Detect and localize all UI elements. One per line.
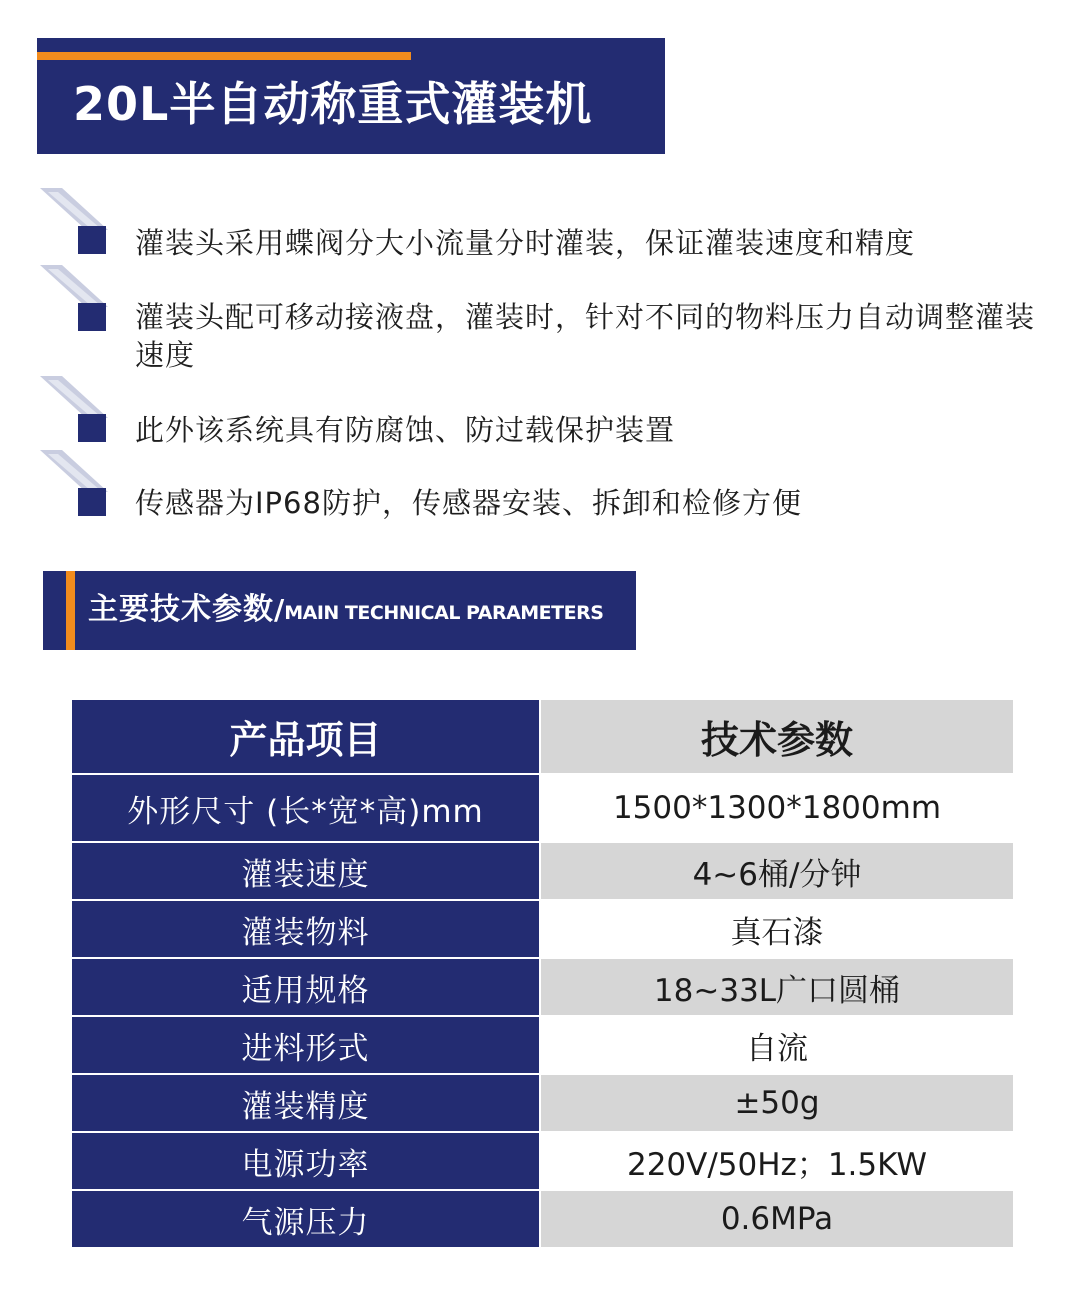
table-row — [72, 1074, 1013, 1132]
row-value: 1500*1300*1800mm — [540, 774, 1013, 842]
table-row — [72, 1016, 1013, 1074]
square-bullet-icon — [40, 265, 110, 325]
square-bullet-icon — [40, 450, 110, 510]
table-row — [72, 900, 1013, 958]
row-value: 0.6MPa — [540, 1190, 1013, 1248]
row-item: 适用规格 — [72, 958, 540, 1016]
row-value: 18~33L广口圆桶 — [540, 958, 1013, 1016]
feature-text: 此外该系统具有防腐蚀、防过载保护装置 — [135, 413, 676, 447]
feature-text: 传感器为IP68防护，传感器安装、拆卸和检修方便 — [135, 486, 802, 520]
table-row — [72, 774, 1013, 842]
section-accent-bar — [66, 571, 75, 650]
row-item: 灌装物料 — [72, 900, 540, 958]
column-header-parameter: 技术参数 — [540, 700, 1013, 774]
row-item: 外形尺寸 (长*宽*高)mm — [72, 774, 540, 842]
column-header-item: 产品项目 — [72, 700, 540, 774]
square-bullet-icon — [40, 188, 110, 248]
table-row — [72, 842, 1013, 900]
table-row — [72, 1190, 1013, 1248]
section-title-separator: / — [274, 593, 285, 626]
square-bullet-icon — [40, 376, 110, 436]
table-row — [72, 1132, 1013, 1190]
row-item: 气源压力 — [72, 1190, 540, 1248]
table-row — [72, 958, 1013, 1016]
row-item: 进料形式 — [72, 1016, 540, 1074]
row-value: 自流 — [540, 1016, 1013, 1074]
section-title-en: MAIN TECHNICAL PARAMETERS — [284, 602, 604, 624]
row-value: 220V/50Hz；1.5KW — [540, 1132, 1013, 1190]
feature-text: 灌装头采用蝶阀分大小流量分时灌装，保证灌装速度和精度 — [135, 226, 916, 260]
page-title: 20L半自动称重式灌装机 — [73, 77, 593, 131]
row-item: 电源功率 — [72, 1132, 540, 1190]
row-value: ±50g — [540, 1074, 1013, 1132]
title-accent-bar — [37, 52, 411, 60]
table-header-row — [72, 700, 1013, 774]
row-item: 灌装精度 — [72, 1074, 540, 1132]
section-title-cn: 主要技术参数 — [88, 592, 274, 627]
feature-text: 灌装头配可移动接液盘，灌装时，针对不同的物料压力自动调整灌装速度 — [135, 300, 1036, 372]
spec-table — [72, 700, 1013, 1249]
row-value: 4~6桶/分钟 — [540, 842, 1013, 900]
row-value: 真石漆 — [540, 900, 1013, 958]
row-item: 灌装速度 — [72, 842, 540, 900]
section-title — [88, 590, 603, 633]
